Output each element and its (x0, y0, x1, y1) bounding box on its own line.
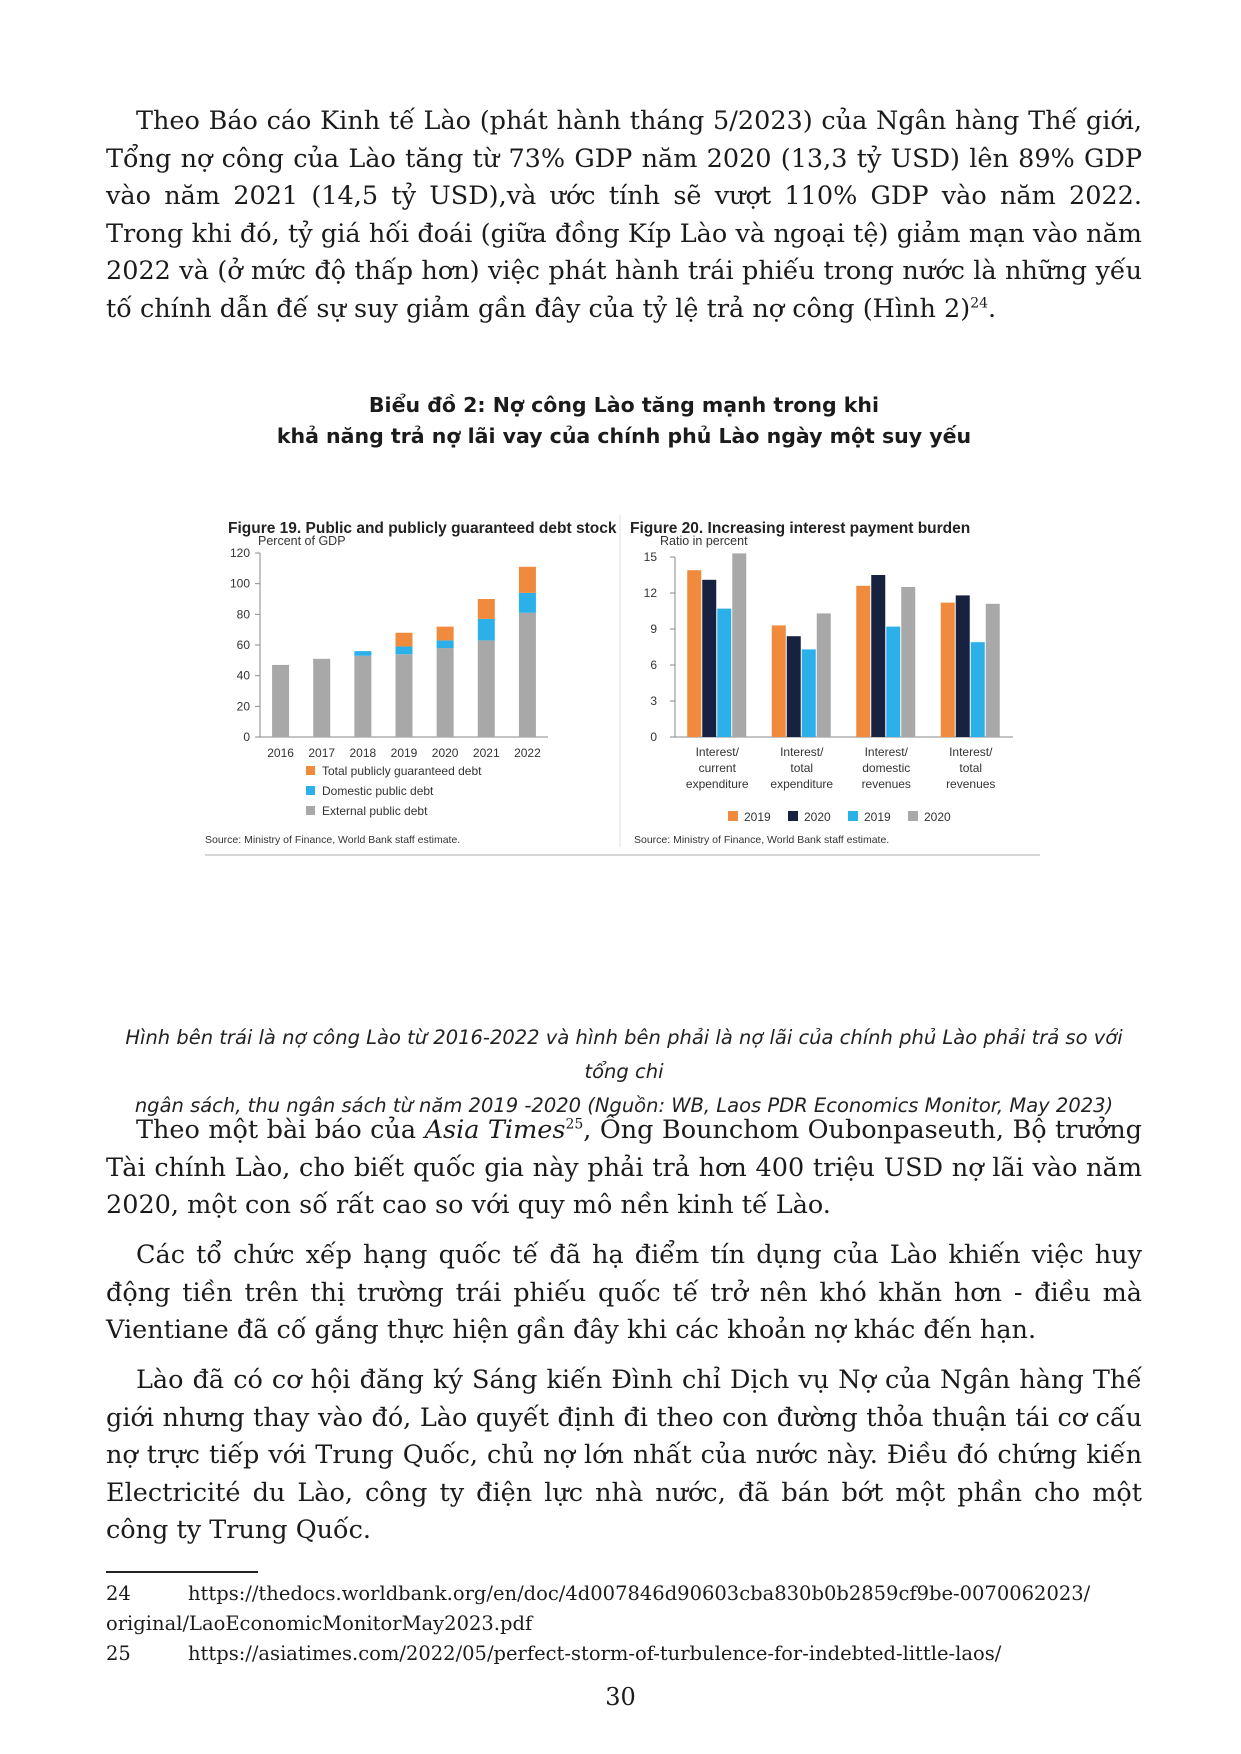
chart2-bar-group-3-series-2 (971, 642, 985, 737)
caption-line1: Hình bên trái là nợ công Lào từ 2016-2022 và hình bên phải là nợ lãi của chính phủ Lào phải trả so với tổng chi (125, 1026, 1123, 1083)
publication-name: Asia Times (424, 1115, 566, 1145)
chart2-title: Figure 20. Increasing interest payment burden (630, 520, 971, 537)
chart2-legend-swatch (728, 811, 738, 821)
chart1-legend-swatch (306, 786, 315, 795)
chart1-bar-2020-series-0 (437, 648, 454, 737)
chart2-x-tick-label: total (959, 761, 983, 775)
chart1-y-tick-label: 80 (236, 607, 250, 622)
paragraph-debt-overview: Theo Báo cáo Kinh tế Lào (phát hành tháng 5/2023) của Ngân hàng Thế giới, Tổng nợ công của Lào tăng từ 73% GDP năm 2020 (13,3 tỷ USD) lên 89% GDP vào năm 2021 (14,5 tỷ USD),và ước tính sẽ vượt 110% GDP vào năm 2022. Trong khi đó, tỷ giá hối đoái (giữa đồng Kíp Lào và ngoại tệ) giảm mạn vào năm 2022 và (ở mức độ thấp hơn) việc phát hành trái phiếu trong nước là những yếu tố chính dẫn đế sự suy giảm gần đây của tỷ lệ trả nợ công (Hình 2)$^{24}$. (106, 106, 1142, 324)
chart2-x-tick-label: domestic (862, 761, 911, 775)
chart1-legend-label: Total publicly guaranteed debt (322, 764, 482, 778)
chart1-legend-label: External public debt (322, 804, 428, 818)
paragraph-asia-times: Theo một bài báo của Asia Times$^{25}$, Ông Bounchom Oubonpaseuth, Bộ trưởng Tài chính Lào, cho biết quốc gia này phải trả hơn 400 triệu USD nợ lãi vào năm 2020, một con số rất cao so với quy mô nền kinh tế Lào. (106, 1115, 1143, 1221)
footnote-ref-24[interactable]: 24 (970, 295, 989, 312)
chart2-x-tick-label: total (790, 761, 814, 775)
chart2-bar-group-1-series-0 (772, 625, 786, 737)
chart1-x-tick-label: 2021 (472, 746, 500, 760)
chart2-legend-label: 2020 (924, 810, 951, 824)
chart2-x-tick-label: expenditure (770, 777, 834, 791)
chart1-bar-2021-series-2 (478, 599, 495, 619)
chart1-x-tick-label: 2016 (267, 746, 294, 760)
chart2-bar-group-1-series-3 (817, 613, 831, 737)
chart2-x-tick-label: Interest/ (864, 745, 908, 759)
chart2-bar-group-3-series-1 (956, 595, 970, 737)
chart1-bar-2019-series-0 (396, 654, 413, 737)
chart1-bar-2017-series-0 (313, 659, 330, 737)
chart2-bar-group-2-series-3 (901, 587, 915, 737)
chart1-bar-2018-series-1 (354, 651, 371, 656)
footnote-24 (106, 1579, 1142, 1639)
chart2-y-tick-label: 0 (650, 730, 657, 744)
chart2-bar-group-0-series-2 (717, 609, 731, 737)
chart1-title: Figure 19. Public and publicly guaranteed debt stock (228, 520, 617, 537)
chart2-bar-group-2-series-0 (856, 586, 870, 737)
chart1-x-tick-label: 2020 (431, 746, 459, 760)
chart1-bar-2019-series-1 (396, 647, 413, 655)
footnote-25 (106, 1639, 1142, 1669)
chart1-legend-label: Domestic public debt (322, 784, 434, 798)
chart2-x-tick-label: expenditure (685, 777, 749, 791)
chart2-y-tick-label: 12 (643, 586, 657, 600)
chart1-ylabel: Percent of GDP (258, 534, 346, 548)
chart1-y-tick-label: 60 (236, 638, 250, 652)
chart2-ylabel: Ratio in percent (660, 534, 748, 548)
chart1-bar-2022-series-1 (519, 593, 536, 613)
footnote-link-continued[interactable]: original/LaoEconomicMonitorMay2023.pdf (106, 1612, 533, 1635)
footnote-number: 24 (106, 1582, 131, 1605)
chart2-bar-group-0-series-3 (732, 553, 746, 737)
chart2-legend-swatch (788, 811, 798, 821)
chart2-bar-group-0-series-1 (702, 580, 716, 737)
chart1-bar-2022-series-0 (519, 613, 536, 737)
chart2-bar-group-2-series-1 (871, 575, 885, 737)
chart1-bar-2021-series-1 (478, 619, 495, 640)
chart1-y-tick-label: 20 (236, 699, 250, 714)
chart1-source: Source: Ministry of Finance, World Bank staff estimate. (205, 834, 461, 846)
chart2-bar-group-3-series-3 (986, 604, 1000, 737)
chart1-bar-2020-series-1 (437, 640, 454, 648)
chart2-bar-group-0-series-0 (687, 570, 701, 737)
chart1-y-tick-label: 40 (236, 668, 250, 683)
chart2-legend-label: 2019 (744, 810, 771, 824)
figure-caption (106, 1021, 1142, 1123)
chart2-y-tick-label: 9 (650, 622, 657, 636)
footnote-link[interactable]: https://thedocs.worldbank.org/en/doc/4d007846d90603cba830b0b2859cf9be-0070062023/ (188, 1582, 1091, 1605)
chart1-bar-2022-series-2 (519, 567, 536, 593)
chart1-bar-2018-series-0 (354, 656, 371, 737)
chart1-bar-2021-series-0 (478, 640, 495, 737)
chart2-bar-group-1-series-2 (802, 649, 816, 737)
chart1-x-tick-label: 2017 (308, 746, 336, 760)
chart2-x-tick-label: Interest/ (695, 745, 739, 759)
page-number: 30 (605, 1683, 636, 1711)
chart1-bar-2019-series-2 (396, 633, 413, 647)
chart2-x-tick-label: revenues (946, 777, 996, 791)
footnote-number: 25 (106, 1642, 131, 1665)
paragraph-debt-restructuring: Lào đã có cơ hội đăng ký Sáng kiến Đình chỉ Dịch vụ Nợ của Ngân hàng Thế giới nhưng thay vào đó, Lào quyết định đi theo con đường thỏa thuận tái cơ cấu nợ trực tiếp với Trung Quốc, chủ nợ lớn nhất của nước này. Điều đó chứng kiến Electricité du Lào, công ty điện lực nhà nước, đã bán bớt một phần cho một công ty Trung Quốc. (106, 1365, 1142, 1546)
chart1-bar-2020-series-2 (437, 627, 454, 641)
chart2-bar-group-3-series-0 (941, 603, 955, 737)
footnote-divider (106, 1571, 258, 1573)
chart2-source: Source: Ministry of Finance, World Bank staff estimate. (634, 834, 890, 846)
paragraph-text: Theo Báo cáo Kinh tế Lào (phát hành tháng 5/2023) của Ngân hàng Thế giới, Tổng nợ công của Lào tăng từ 73% GDP năm 2020 (13,3 tỷ USD) lên 89% GDP vào năm 2021 (14,5 tỷ USD),và ước tính sẽ vượt 110% GDP vào năm 2022. Trong khi đó, tỷ giá hối đoái (giữa đồng Kíp Lào và ngoại tệ) giảm mạn vào năm 2022 và (ở mức độ thấp hơn) việc phát hành trái phiếu trong nước là những yếu tố chính dẫn đế sự suy giảm gần đây của tỷ lệ trả nợ công (Hình 2) (106, 106, 1142, 324)
chart1-legend-swatch (306, 766, 315, 775)
chart1-legend-swatch (306, 806, 315, 815)
chart2-x-tick-label: current (698, 761, 736, 775)
chart2-legend-label: 2019 (864, 810, 891, 824)
caption-line2: ngân sách, thu ngân sách từ năm 2019 -2020 (Nguồn: WB, Laos PDR Economics Monitor, May 2023) (134, 1094, 1114, 1117)
chart2-bar-group-1-series-1 (787, 636, 801, 737)
chart2-legend-swatch (848, 811, 858, 821)
chart1-x-tick-label: 2019 (390, 746, 418, 760)
chart2-x-tick-label: Interest/ (780, 745, 824, 759)
chart1-bar-2016-series-0 (272, 665, 289, 737)
chart1-y-tick-label: 0 (243, 730, 250, 744)
paragraph-credit-rating: Các tổ chức xếp hạng quốc tế đã hạ điểm tín dụng của Lào khiến việc huy động tiền trên thị trường trái phiếu quốc tế trở nên khó khăn hơn - điều mà Vientiane đã cố gắng thực hiện gần đây khi các khoản nợ khác đến hạn. (106, 1240, 1142, 1346)
chart2-legend-swatch (908, 811, 918, 821)
charts-svg (200, 505, 1120, 925)
chart-heading-line2: khả năng trả nợ lãi vay của chính phủ Lào ngày một suy yếu (276, 424, 972, 448)
chart1-y-tick-label: 120 (229, 546, 250, 560)
chart2-y-tick-label: 15 (643, 550, 657, 564)
chart2-bar-group-2-series-2 (886, 627, 900, 737)
chart2-y-tick-label: 6 (650, 658, 657, 672)
footnote-link[interactable]: https://asiatimes.com/2022/05/perfect-storm-of-turbulence-for-indebted-little-laos/ (188, 1642, 1002, 1665)
figure-charts (200, 505, 1120, 925)
chart2-legend-label: 2020 (804, 810, 831, 824)
chart1-x-tick-label: 2022 (514, 746, 541, 760)
chart2-x-tick-label: revenues (861, 777, 911, 791)
chart-heading (106, 390, 1142, 452)
chart2-y-tick-label: 3 (650, 694, 657, 708)
chart1-y-tick-label: 100 (229, 576, 250, 591)
chart2-x-tick-label: Interest/ (949, 745, 993, 759)
footnote-ref-25[interactable]: 25 (565, 1116, 584, 1133)
chart-heading-line1: Biểu đồ 2: Nợ công Lào tăng mạnh trong khi (368, 393, 880, 417)
chart1-x-tick-label: 2018 (349, 746, 377, 760)
